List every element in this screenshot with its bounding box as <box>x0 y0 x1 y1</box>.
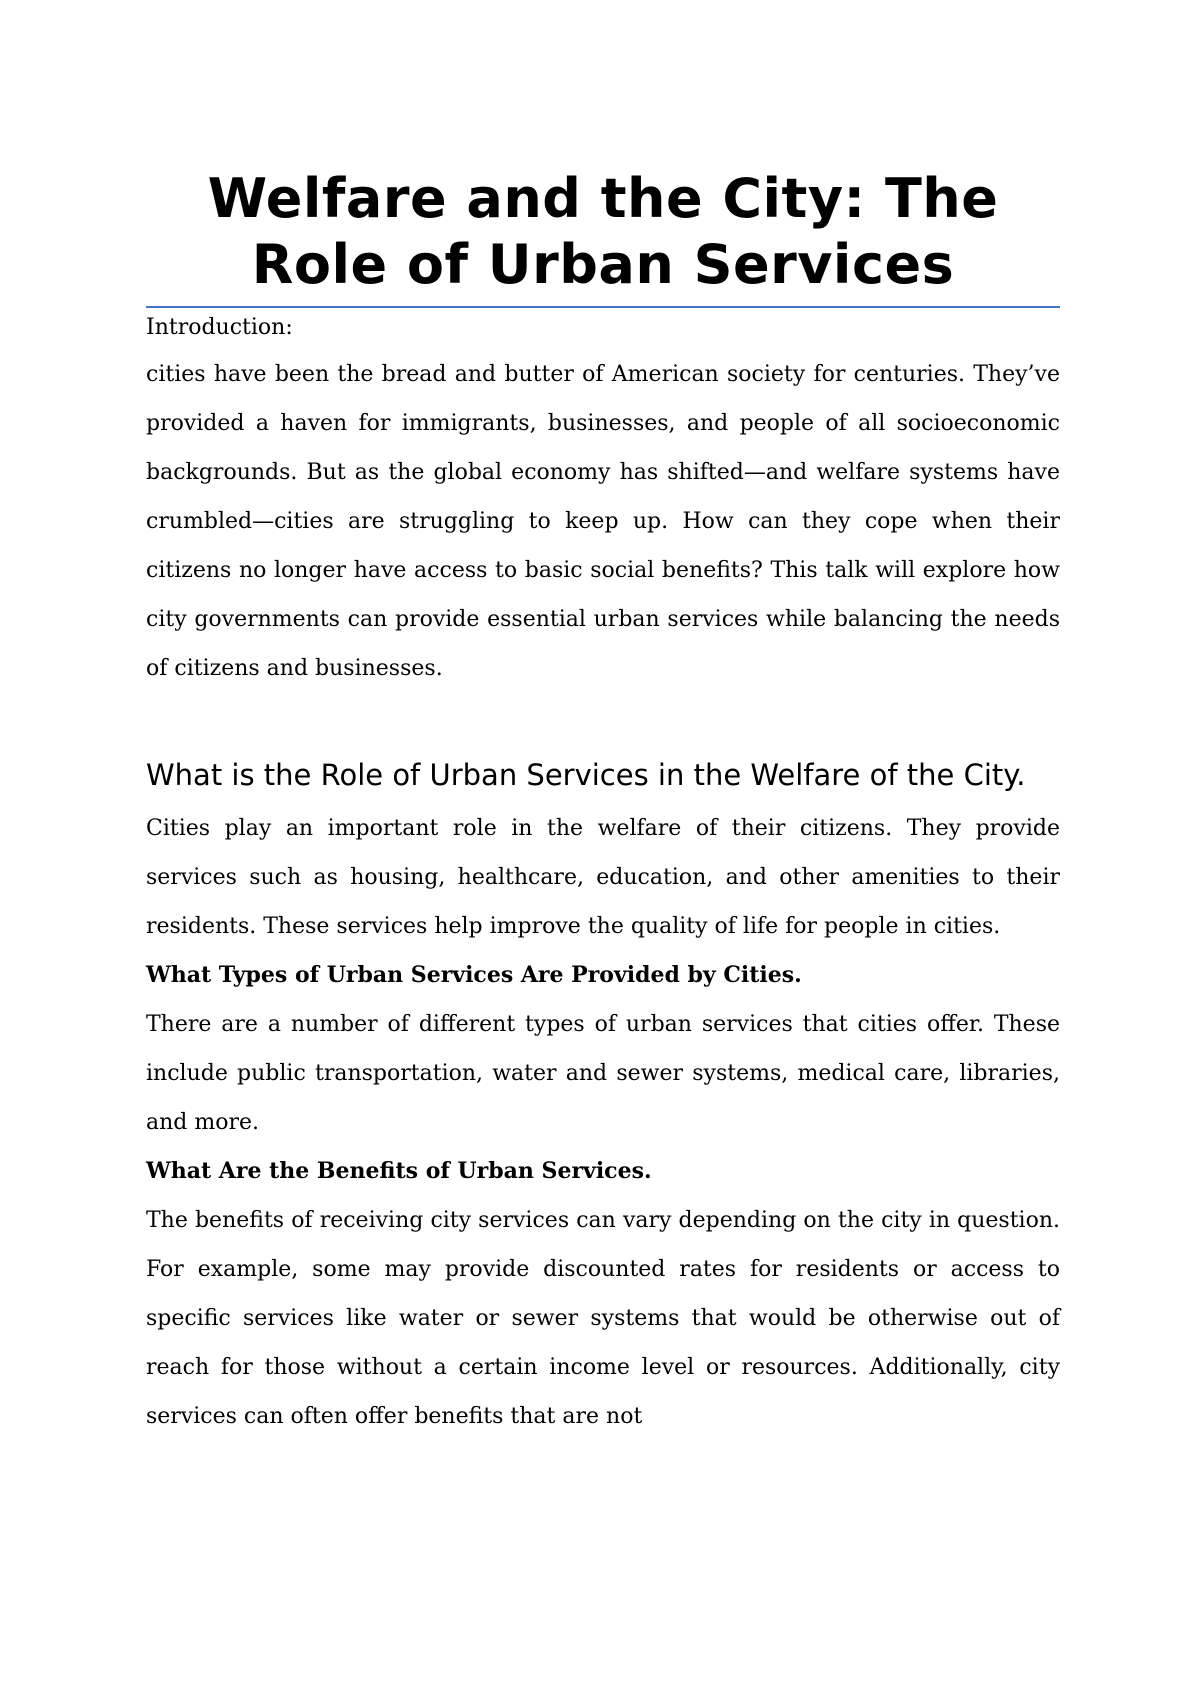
section-heading-role: What is the Role of Urban Services in the Welfare of the City. <box>146 758 1026 792</box>
section-heading-types: What Types of Urban Services Are Provided by Cities. <box>146 962 802 988</box>
section-heading-benefits: What Are the Benefits of Urban Services. <box>146 1158 652 1184</box>
document-body <box>146 166 1060 1441</box>
document-title: Welfare and the City: The Role of Urban Services <box>146 166 1060 308</box>
section-paragraph-benefits: The benefits of receiving city services can vary depending on the city in question. For example, some may provide discounted rates for residents or access to specific services like water or sewer systems that would be otherwise out of reach for those without a certain income level or resources. Additionally, city services can often offer benefits that are not <box>146 1208 1060 1429</box>
intro-label: Introduction: <box>146 315 293 340</box>
intro-paragraph: cities have been the bread and butter of American society for centuries. They’ve provided a haven for immigrants, businesses, and people of all socioeconomic backgrounds. But as the global economy has shifted—and welfare systems have crumbled—cities are struggling to keep up. How can they cope when their citizens no longer have access to basic social benefits? This talk will explore how city governments can provide essential urban services while balancing the needs of citizens and businesses. <box>146 362 1060 681</box>
section-paragraph-role: Cities play an important role in the welfare of their citizens. They provide services such as housing, healthcare, education, and other amenities to their residents. These services help improve the quality of life for people in cities. <box>146 816 1060 939</box>
section-paragraph-types: There are a number of different types of urban services that cities offer. These include public transportation, water and sewer systems, medical care, libraries, and more. <box>146 1012 1060 1135</box>
